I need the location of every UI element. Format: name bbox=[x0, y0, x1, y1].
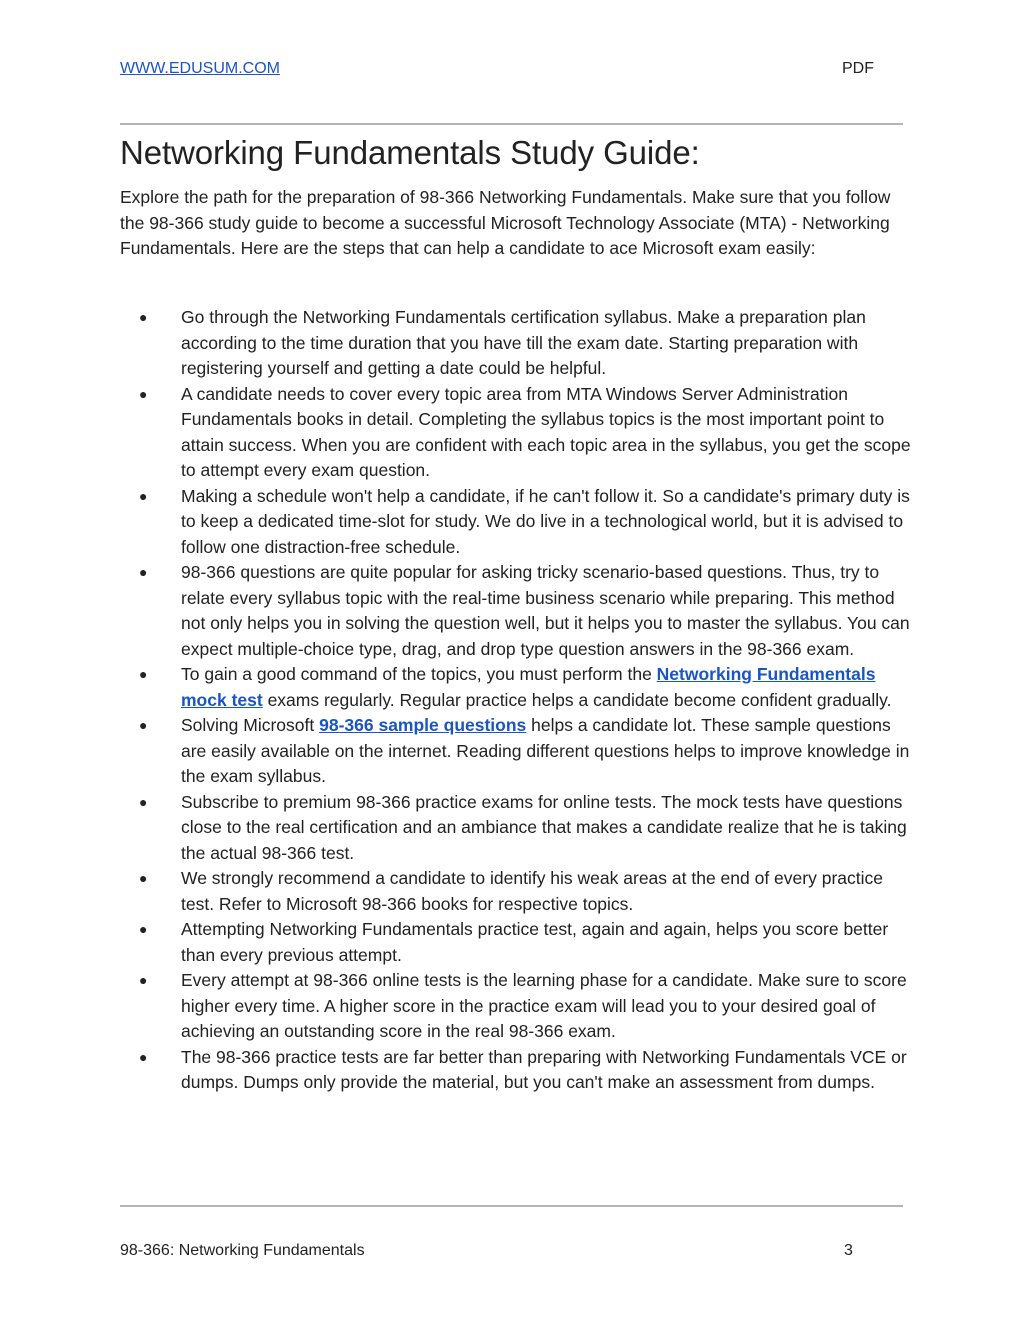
bullet-icon: ● bbox=[139, 666, 148, 682]
list-item bbox=[120, 968, 920, 1045]
pdf-label: PDF bbox=[842, 60, 874, 77]
bullet-icon: ● bbox=[139, 870, 148, 886]
list-item bbox=[120, 1045, 920, 1096]
list-item-link[interactable]: 98-366 sample questions bbox=[319, 715, 527, 735]
list-item-text-continued: helps a candidate lot. These sample questions are easily available on the internet. Reading different questions helps to improve knowledge in the exam syllabus. bbox=[181, 715, 910, 786]
intro-paragraph: Explore the path for the preparation of 98-366 Networking Fundamentals. Make sure that you follow the 98-366 study guide to become a successful Microsoft Technology Associate (MTA) - Networking Fundamentals. Here are the steps that can help a candidate to ace Microsoft exam easily: bbox=[120, 187, 891, 258]
list-item-text: Making a schedule won't help a candidate, if he can't follow it. So a candidate's primary duty is to keep a dedicated time-slot for study. We do live in a technological world, but it is advised to follow one distraction-free schedule. bbox=[181, 485, 910, 557]
list-item-text: We strongly recommend a candidate to identify his weak areas at the end of every practice test. Refer to Microsoft 98-366 books for respective topics. bbox=[181, 868, 883, 914]
list-item-text: 98-366 questions are quite popular for asking tricky scenario-based questions. Thus, try to relate every syllabus topic with the real-time business scenario while preparing. This method not only helps you in solving the question well, but it helps you to master the syllabus. You can expect multiple-choice type, drag, and drop type question answers in the 98-366 exam. bbox=[181, 562, 910, 659]
footer-divider bbox=[120, 1205, 903, 1207]
list-item-text: To gain a good command of the topics, you must perform the bbox=[181, 664, 657, 684]
steps-list bbox=[120, 305, 920, 1096]
footer-title: 98-366: Networking Fundamentals bbox=[120, 1242, 365, 1259]
bullet-icon: ● bbox=[139, 487, 148, 504]
list-item bbox=[120, 790, 920, 867]
list-item-text-continued: exams regularly. Regular practice helps a candidate become confident gradually. bbox=[262, 689, 892, 710]
list-item bbox=[120, 382, 920, 484]
list-item-link[interactable]: Networking Fundamentals mock test bbox=[181, 664, 876, 710]
bullet-icon: ● bbox=[139, 1048, 148, 1065]
list-item bbox=[120, 917, 920, 968]
bullet-icon: ● bbox=[139, 717, 148, 733]
list-item-text: The 98-366 practice tests are far better than preparing with Networking Fundamentals VCE or dumps. Dumps only provide the material, but you can't make an assessment from dumps. bbox=[181, 1046, 907, 1092]
header-divider bbox=[120, 123, 903, 125]
site-link[interactable]: WWW.EDUSUM.COM bbox=[120, 60, 280, 77]
list-item bbox=[120, 484, 920, 561]
list-item-text: Every attempt at 98-366 online tests is the learning phase for a candidate. Make sure to score higher every time. A higher score in the practice exam will lead you to your desired goal of achieving an outstanding score in the real 98-366 exam. bbox=[181, 970, 907, 1041]
bullet-icon: ● bbox=[139, 921, 148, 937]
page-number: 3 bbox=[844, 1242, 853, 1259]
list-item-text: Subscribe to premium 98-366 practice exams for online tests. The mock tests have questions close to the real certification and an ambiance that makes a candidate realize that he is taking the actual 98-366 test. bbox=[181, 791, 907, 863]
bullet-icon: ● bbox=[139, 564, 148, 580]
list-item-text: A candidate needs to cover every topic area from MTA Windows Server Administration Fundamentals books in detail. Completing the syllabus topics is the most important point to attain success. When you are confident with each topic area in the syllabus, you get the scope to attempt every exam question. bbox=[181, 383, 911, 480]
page-title: Networking Fundamentals Study Guide: bbox=[120, 134, 700, 171]
list-item-text: Solving Microsoft bbox=[181, 715, 320, 735]
list-item bbox=[120, 560, 920, 662]
bullet-icon: ● bbox=[139, 309, 148, 325]
list-item-text: Go through the Networking Fundamentals certification syllabus. Make a preparation plan according to the time duration that you have till the exam date. Starting preparation with registering yourself and getting a date could be helpful. bbox=[181, 307, 866, 378]
list-item bbox=[120, 713, 920, 790]
bullet-icon: ● bbox=[139, 793, 148, 810]
bullet-icon: ● bbox=[139, 972, 148, 988]
list-item-text: Attempting Networking Fundamentals practice test, again and again, helps you score better than every previous attempt. bbox=[181, 919, 889, 965]
list-item bbox=[120, 662, 920, 713]
list-item bbox=[120, 305, 920, 382]
list-item bbox=[120, 866, 920, 917]
bullet-icon: ● bbox=[139, 385, 148, 402]
